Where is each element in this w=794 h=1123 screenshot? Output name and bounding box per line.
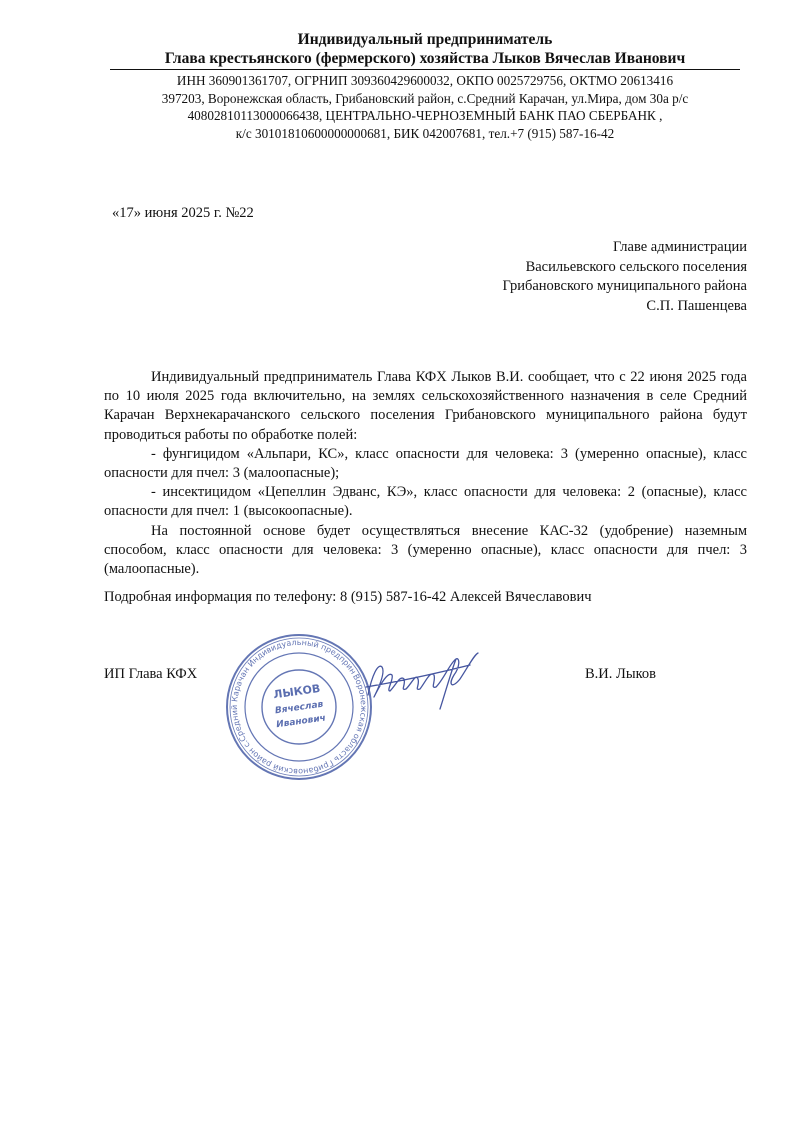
letterhead-title: Индивидуальный предприниматель — [297, 31, 553, 48]
round-seal-stamp-icon — [224, 632, 374, 782]
letterhead — [110, 30, 740, 142]
letter-body — [104, 368, 747, 579]
addressee-line: С.П. Пашенцева — [646, 297, 747, 314]
body-paragraph: Индивидуальный предприниматель Глава КФХ Лыков В.И. сообщает, что с 22 июня 2025 года по 10 июля 2025 года включительно, на землях сельскохозяйственного назначения в селе Средний Карачан Верхнекарачанского сельского поселения Грибановского муниципального района будут проводиться работы по обработке полей: — [104, 369, 747, 443]
svg-text:Вячеслав: Вячеслав — [274, 699, 324, 717]
svg-text:Иванович: Иванович — [275, 713, 327, 731]
requisites-block — [110, 72, 740, 142]
addressee-line: Грибановского муниципального района — [502, 278, 747, 294]
addressee-line: Главе администрации — [613, 239, 747, 255]
body-paragraph: На постоянной основе будет осуществляться внесение КАС-32 (удобрение) наземным способом, класс опасности для человека: 3 (умеренно опасные), класс опасности для пчел: 3 (малоопасные). — [104, 522, 747, 578]
body-paragraph: - инсектицидом «Цепеллин Эдванс, КЭ», класс опасности для человека: 2 (опасные), класс опасности для пчел: 1 (высокоопасные). — [104, 484, 747, 520]
addressee-line: Васильевского сельского поселения — [525, 258, 747, 275]
requisites-line: 397203, Воронежская область, Грибановский район, с.Средний Карачан, ул.Мира, дом 30а р/с — [161, 90, 689, 106]
addressee-block — [502, 238, 747, 316]
contact-info-line: Подробная информация по телефону: 8 (915) 587-16-42 Алексей Вячеславович — [104, 589, 592, 605]
requisites-line: к/с 30101810600000000681, БИК 042007681, тел.+7 (915) 587-16-42 — [235, 125, 615, 141]
letterhead-subtitle: Глава крестьянского (фермерского) хозяйства Лыков Вячеслав Иванович — [110, 49, 740, 70]
handwritten-signature-icon — [360, 645, 485, 715]
svg-text:ЛЫКОВ: ЛЫКОВ — [272, 681, 322, 702]
signer-name: В.И. Лыков — [585, 666, 656, 682]
body-paragraph: - фунгицидом «Альпари, КС», класс опасности для человека: 3 (умеренно опасные), класс опасности для пчел: 3 (малоопасные); — [104, 445, 747, 482]
signer-title: ИП Глава КФХ — [104, 666, 198, 682]
requisites-line: ИНН 360901361707, ОГРНИП 309360429600032, ОКПО 0025729756, ОКТМО 20613416 — [176, 73, 674, 88]
svg-text:Воронежская область Грибановск: Воронежская область Грибановский район с.Средний Карачан Индивидуальный предприниматель — [229, 637, 369, 777]
requisites-line: 40802810113000066438, ЦЕНТРАЛЬНО-ЧЕРНОЗЕМНЫЙ БАНК ПАО СБЕРБАНК , — [187, 108, 663, 123]
date-and-number: «17» июня 2025 г. №22 — [112, 205, 254, 221]
